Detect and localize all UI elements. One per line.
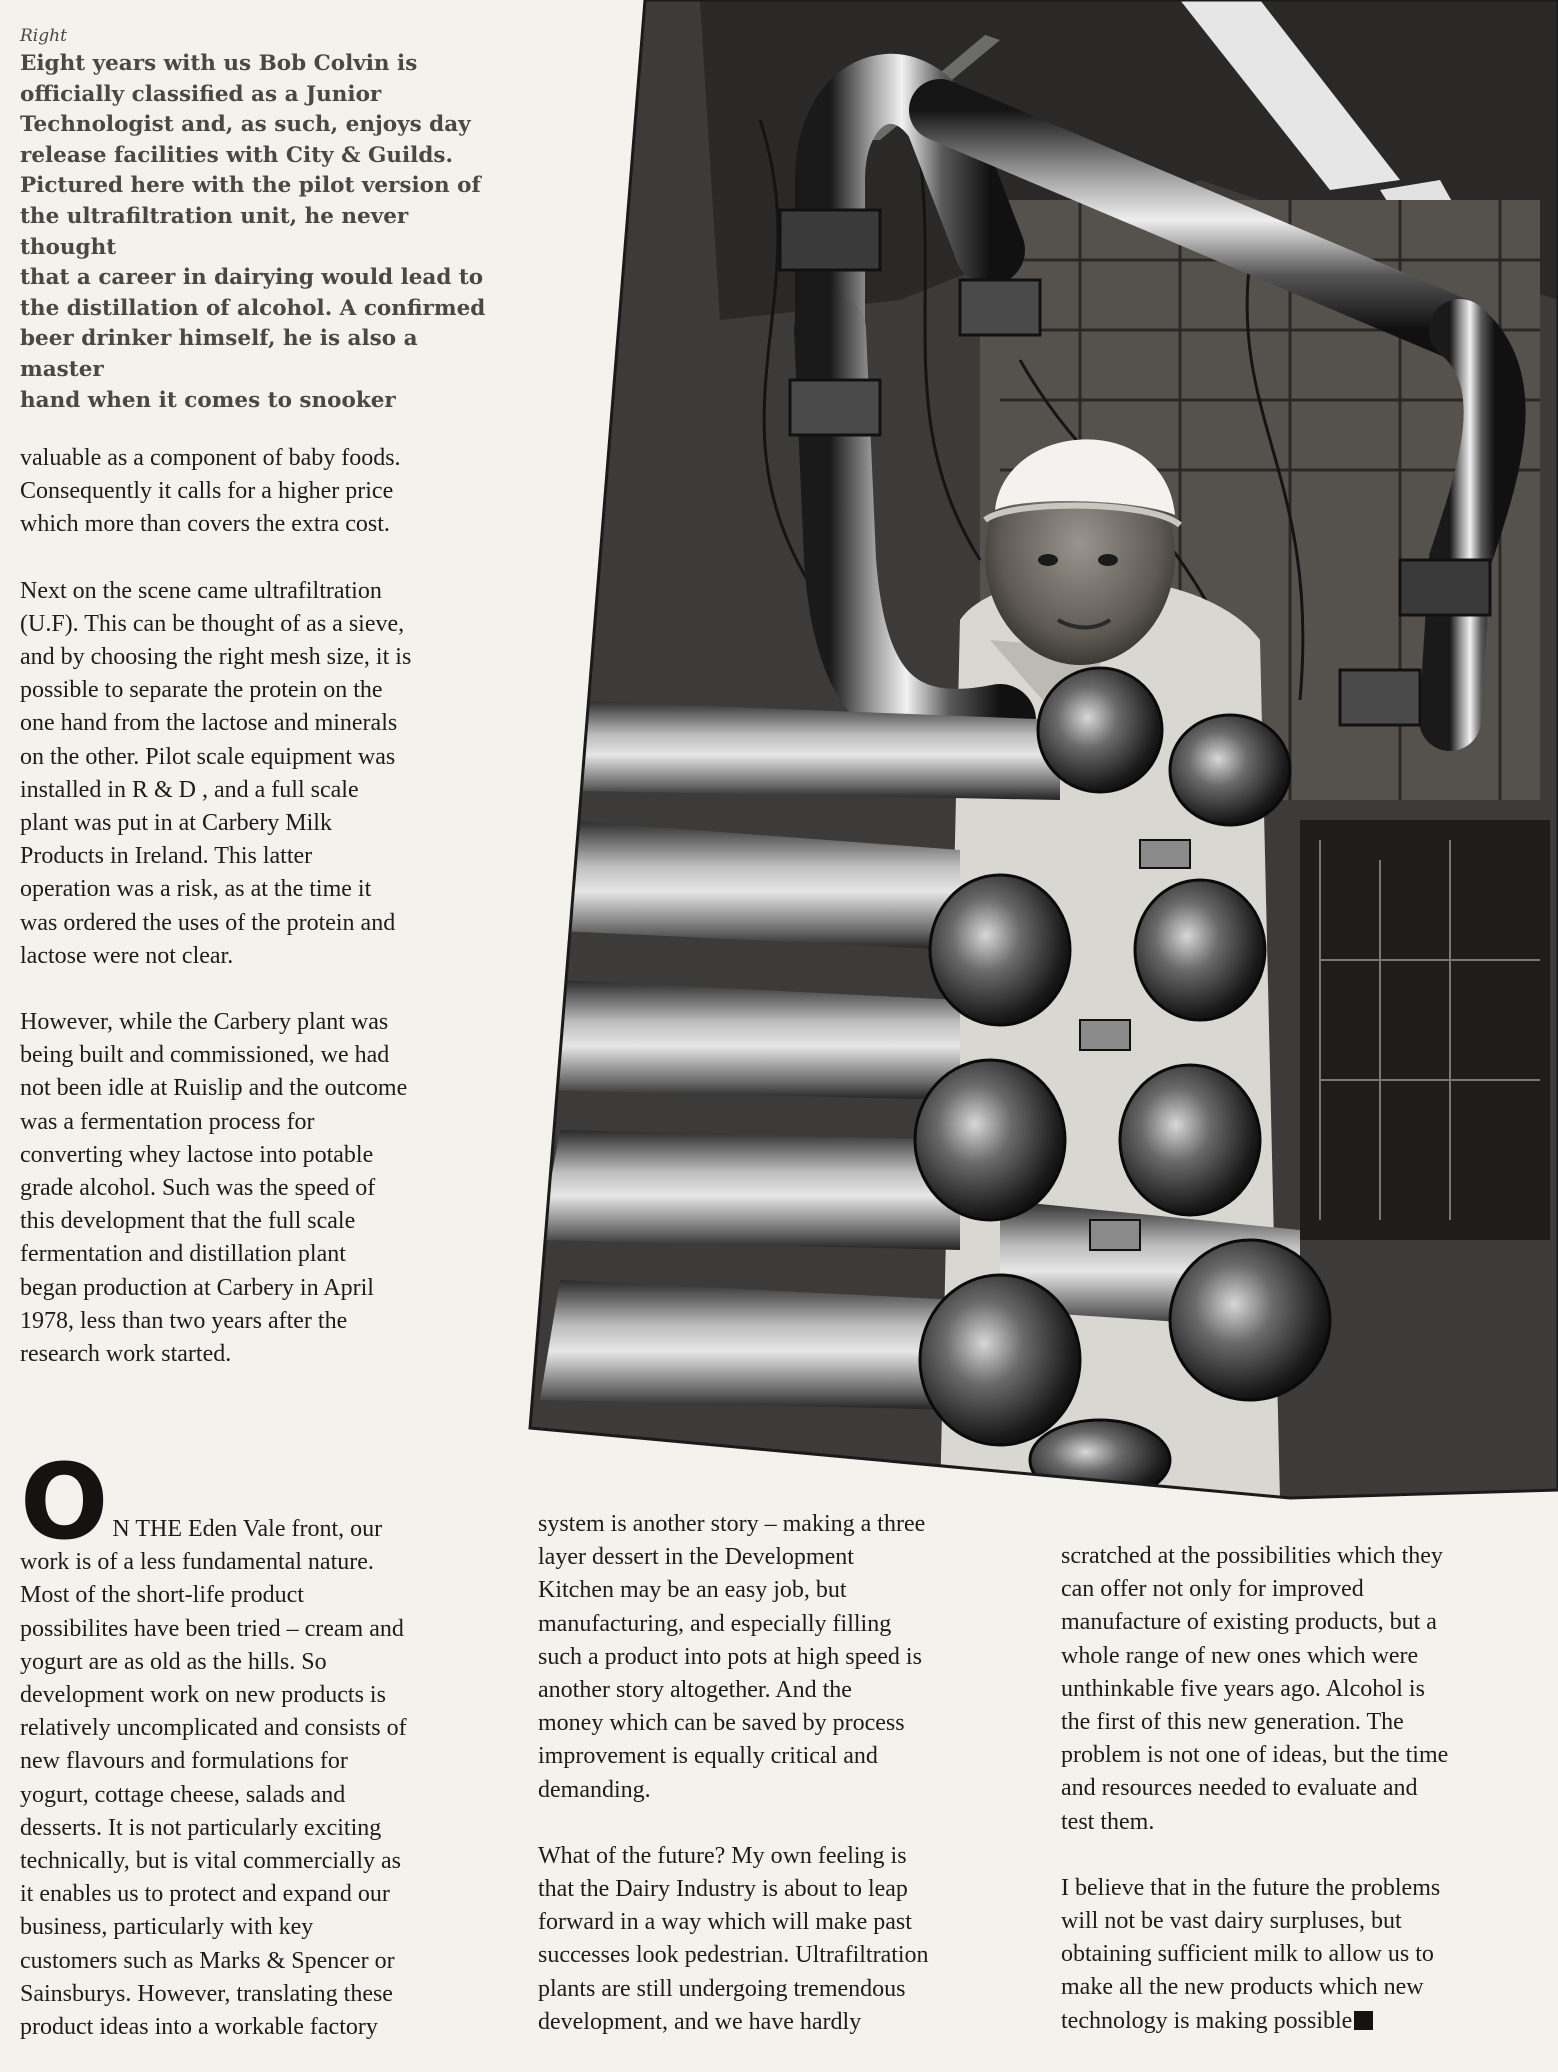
text-line: 1978, less than two years after the [20, 1307, 348, 1334]
paragraph [538, 1840, 1033, 2039]
text-line: not been idle at Ruislip and the outcome [20, 1075, 408, 1102]
caption-line: the ultrafiltration unit, he never thought [20, 203, 409, 260]
text-line: Sainsburys. However, translating these [20, 1980, 393, 2007]
caption-label: Right [20, 26, 67, 46]
text-line: obtaining sufficient milk to allow us to [1061, 1941, 1434, 1968]
text-line: was a fermentation process for [20, 1108, 315, 1135]
bottom-column-3 [1061, 1540, 1551, 2071]
text-line: one hand from the lactose and minerals [20, 710, 398, 737]
paragraph [20, 442, 525, 542]
bottom-column-2 [538, 1508, 1033, 2072]
text-line: the first of this new generation. The [1061, 1709, 1404, 1736]
text-line: problem is not one of ideas, but the time [1061, 1742, 1449, 1769]
text-line: technically, but is vital commercially as [20, 1848, 401, 1875]
paragraph [538, 1508, 1033, 1807]
text-line: grade alcohol. Such was the speed of [20, 1175, 376, 1202]
text-line: improvement is equally critical and [538, 1743, 878, 1770]
text-line: which more than covers the extra cost. [20, 511, 390, 538]
text-line: fermentation and distillation plant [20, 1241, 346, 1268]
text-line: scratched at the possibilities which they [1061, 1543, 1443, 1569]
text-line: being built and commissioned, we had [20, 1042, 390, 1069]
text-line: work is of a less fundamental nature. [20, 1549, 374, 1576]
paragraph [20, 1006, 525, 1371]
text-line: development work on new products is [20, 1682, 386, 1709]
text-line: (U.F). This can be thought of as a sieve, [20, 610, 405, 637]
bottom-column-1 [20, 1441, 515, 2044]
text-line: product ideas into a workable factory [20, 2014, 378, 2041]
text-line: and by choosing the right mesh size, it is [20, 644, 412, 671]
end-mark-square-icon [1354, 2011, 1373, 2030]
text-line: unthinkable five years ago. Alcohol is [1061, 1675, 1425, 1702]
text-line: Most of the short-life product [20, 1582, 304, 1609]
text-line: yogurt are as old as the hills. So [20, 1648, 327, 1675]
text-line: money which can be saved by process [538, 1710, 905, 1737]
text-line: converting whey lactose into potable [20, 1141, 374, 1168]
text-line: possibilites have been tried – cream and [20, 1615, 404, 1642]
text-line: plants are still undergoing tremendous [538, 1975, 906, 2002]
text-line: manufacture of existing products, but a [1061, 1609, 1437, 1636]
caption-text [20, 49, 500, 416]
text-line: However, while the Carbery plant was [20, 1009, 389, 1036]
caption-line: that a career in dairying would lead to [20, 265, 484, 291]
text-line: desserts. It is not particularly exciting [20, 1814, 382, 1841]
text-line: lactose were not clear. [20, 942, 234, 969]
text-line: valuable as a component of baby foods. [20, 445, 401, 471]
text-line: this development that the full scale [20, 1208, 356, 1235]
left-column [20, 442, 525, 1404]
text-line: system is another story – making a three [538, 1511, 926, 1537]
text-line: installed in R & D , and a full scale [20, 776, 359, 803]
text-line: development, and we have hardly [538, 2008, 862, 2035]
paragraph [20, 575, 525, 973]
text-line: that the Dairy Industry is about to leap [538, 1876, 908, 1903]
text-line: Next on the scene came ultrafiltration [20, 577, 382, 604]
text-line: manufacturing, and especially filling [538, 1610, 892, 1637]
text-line: business, particularly with key [20, 1914, 314, 1941]
text-line: relatively uncomplicated and consists of [20, 1715, 407, 1742]
text-line: such a product into pots at high speed is [538, 1643, 922, 1670]
text-line: What of the future? My own feeling is [538, 1842, 907, 1869]
text-line: layer dessert in the Development [538, 1544, 854, 1571]
text-line: Consequently it calls for a higher price [20, 478, 394, 505]
text-line: demanding. [538, 1776, 651, 1803]
text-line: possible to separate the protein on the [20, 677, 383, 704]
text-line: test them. [1061, 1808, 1155, 1835]
text-line: successes look pedestrian. Ultrafiltration [538, 1942, 929, 1969]
caption-line: officially classified as a Junior [20, 81, 382, 107]
text-line: Kitchen may be an easy job, but [538, 1577, 847, 1604]
paragraph [1061, 1540, 1551, 1839]
text-line: new flavours and formulations for [20, 1748, 348, 1775]
text-line-final [1061, 2005, 1551, 2038]
drop-cap: O [20, 1441, 109, 1563]
caption-line: hand when it comes to snooker [20, 387, 396, 413]
text-line: was ordered the uses of the protein and [20, 909, 396, 936]
text-line: customers such as Marks & Spencer or [20, 1947, 395, 1974]
caption-line: beer drinker himself, he is also a master [20, 326, 418, 382]
text-line: on the other. Pilot scale equipment was [20, 743, 396, 770]
text-line: Products in Ireland. This latter [20, 843, 313, 870]
text-line: plant was put in at Carbery Milk [20, 810, 332, 837]
photo-caption [20, 26, 500, 416]
text-line: make all the new products which new [1061, 1974, 1424, 2001]
caption-line: release facilities with City & Guilds. [20, 142, 453, 168]
text-line: will not be vast dairy surpluses, but [1061, 1908, 1402, 1935]
text-line: another story altogether. And the [538, 1677, 852, 1704]
text-line: began production at Carbery in April [20, 1274, 374, 1301]
text-line: can offer not only for improved [1061, 1576, 1364, 1603]
text-line: research work started. [20, 1341, 232, 1368]
paragraph [1061, 1872, 1551, 2038]
text-line: N THE Eden Vale front, our [112, 1516, 383, 1542]
text-line: forward in a way which will make past [538, 1909, 912, 1936]
text-line: it enables us to protect and expand our [20, 1881, 390, 1908]
text-line: operation was a risk, as at the time it [20, 876, 372, 903]
text-line: and resources needed to evaluate and [1061, 1775, 1418, 1802]
caption-line: Eight years with us Bob Colvin is [20, 51, 418, 76]
caption-line: Technologist and, as such, enjoys day [20, 112, 471, 138]
text-line: yogurt, cottage cheese, salads and [20, 1781, 346, 1808]
text-line: whole range of new ones which were [1061, 1642, 1419, 1669]
text-line: technology is making possible [1061, 2007, 1353, 2034]
text-line: I believe that in the future the problems [1061, 1874, 1441, 1901]
caption-line: the distillation of alcohol. A confirmed [20, 295, 486, 321]
caption-line: Pictured here with the pilot version of [20, 173, 481, 199]
